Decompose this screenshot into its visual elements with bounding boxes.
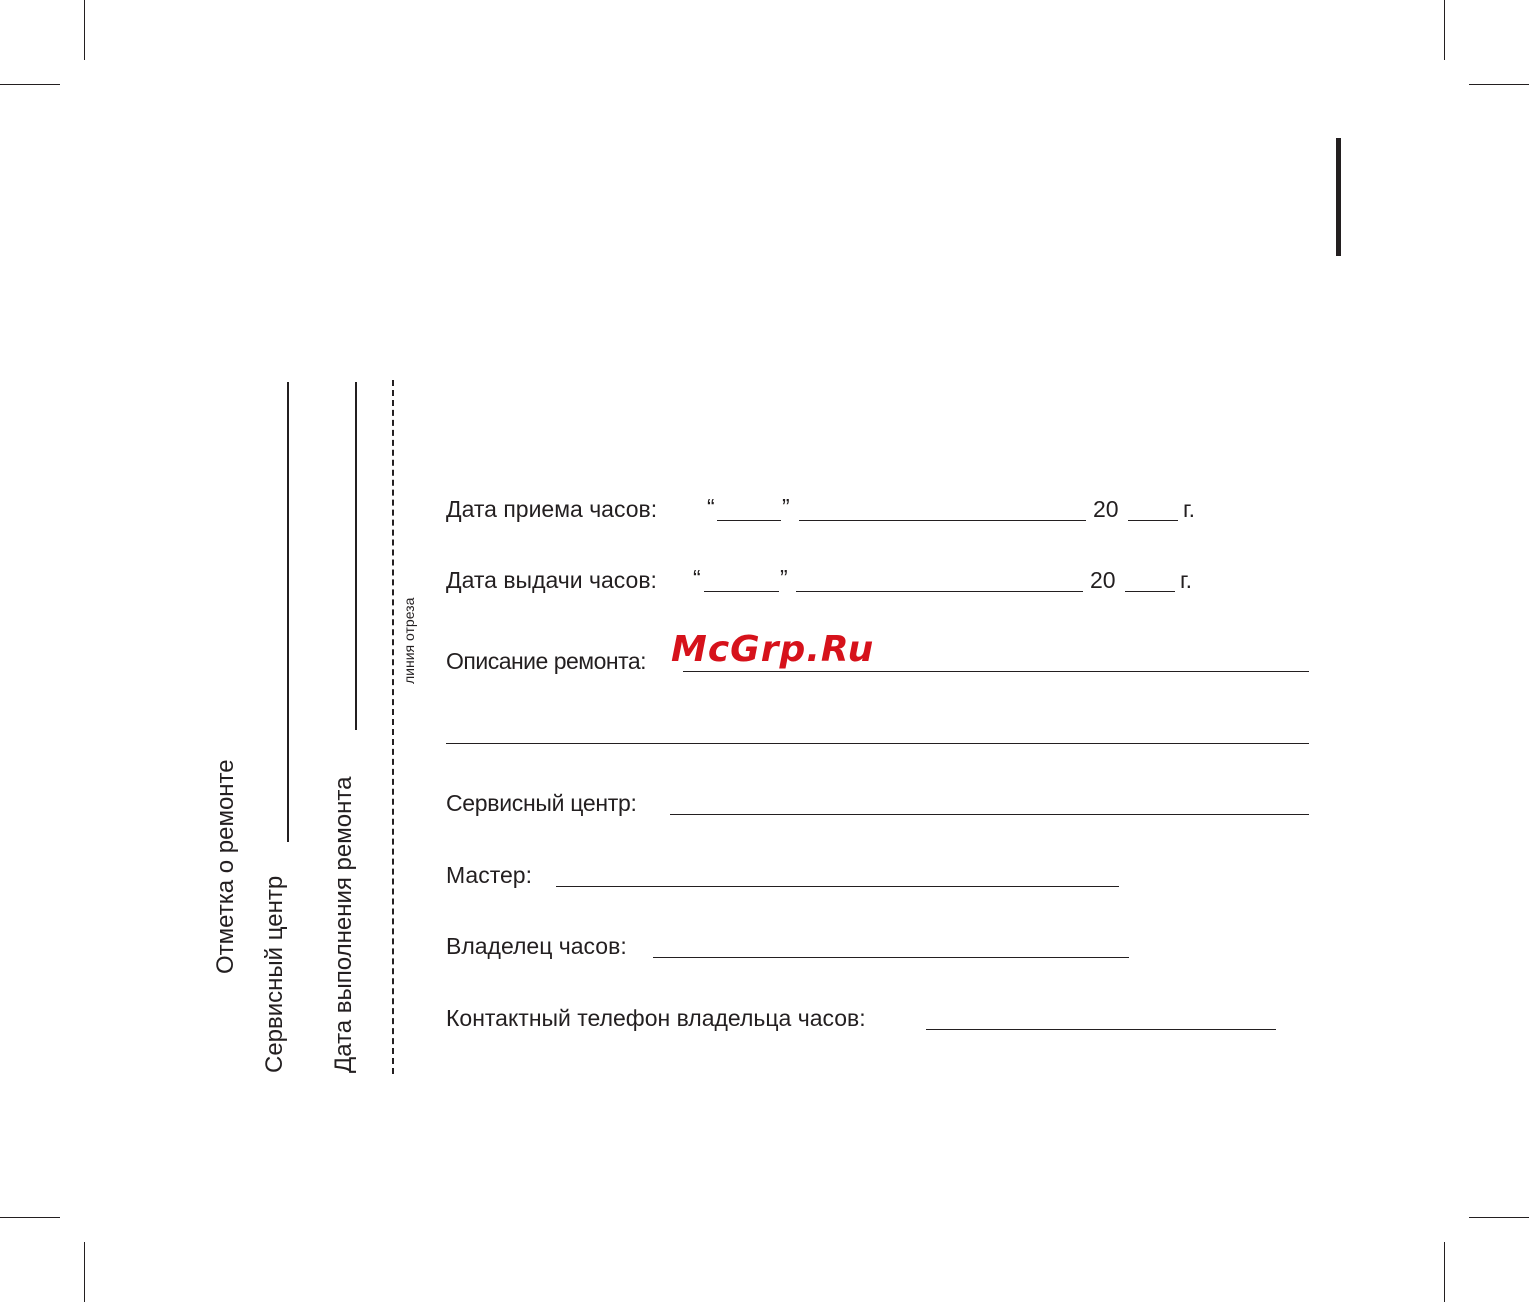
crop-mark-bottom-left-vertical — [84, 1242, 85, 1302]
receive-date-month-field[interactable] — [799, 520, 1086, 521]
crop-mark-top-left-horizontal — [0, 84, 60, 85]
crop-mark-bottom-left-horizontal — [0, 1217, 60, 1218]
stub-completion-date-line — [355, 382, 357, 730]
receive-date-year-field[interactable] — [1128, 520, 1178, 521]
crop-mark-top-left-vertical — [84, 0, 85, 60]
stub-repair-mark-label: Отметка о ремонте — [212, 759, 239, 974]
cut-line — [392, 380, 394, 1074]
receive-date-day-field[interactable] — [717, 520, 781, 521]
owner-phone-label: Контактный телефон владельца часов: — [446, 1005, 866, 1031]
service-center-field[interactable] — [670, 814, 1309, 815]
receive-date-label: Дата приема часов: — [446, 496, 658, 522]
repair-description-label: Описание ремонта: — [446, 648, 647, 674]
crop-mark-bottom-right-vertical — [1444, 1242, 1445, 1302]
crop-mark-top-right-horizontal — [1469, 84, 1529, 85]
watermark: McGrp.Ru — [671, 629, 875, 670]
stub-service-center-label: Сервисный центр — [261, 875, 288, 1073]
return-date-year-prefix: 20 — [1090, 567, 1116, 593]
receive-date-close-quote: ” — [782, 494, 790, 520]
master-field[interactable] — [556, 886, 1119, 887]
owner-field[interactable] — [653, 957, 1129, 958]
master-label: Мастер: — [446, 862, 532, 888]
return-date-close-quote: ” — [780, 565, 788, 591]
receive-date-open-quote: “ — [707, 494, 715, 520]
return-date-day-field[interactable] — [704, 591, 779, 592]
return-date-open-quote: “ — [693, 565, 701, 591]
cut-line-label: линия отреза — [401, 597, 417, 684]
return-date-month-field[interactable] — [796, 591, 1083, 592]
registration-bar — [1336, 138, 1341, 256]
return-date-label: Дата выдачи часов: — [446, 567, 657, 593]
repair-description-field-1[interactable] — [683, 671, 1309, 672]
stub-completion-date-label: Дата выполнения ремонта — [330, 776, 357, 1073]
crop-mark-top-right-vertical — [1444, 0, 1445, 60]
owner-phone-field[interactable] — [926, 1029, 1276, 1030]
receive-date-year-prefix: 20 — [1093, 496, 1119, 522]
return-date-year-suffix: г. — [1180, 567, 1192, 593]
repair-description-field-2[interactable] — [446, 743, 1309, 744]
crop-mark-bottom-right-horizontal — [1469, 1217, 1529, 1218]
stub-service-center-line — [287, 382, 289, 842]
service-center-label: Сервисный центр: — [446, 790, 637, 816]
receive-date-year-suffix: г. — [1183, 496, 1195, 522]
return-date-year-field[interactable] — [1125, 591, 1175, 592]
owner-label: Владелец часов: — [446, 933, 627, 959]
